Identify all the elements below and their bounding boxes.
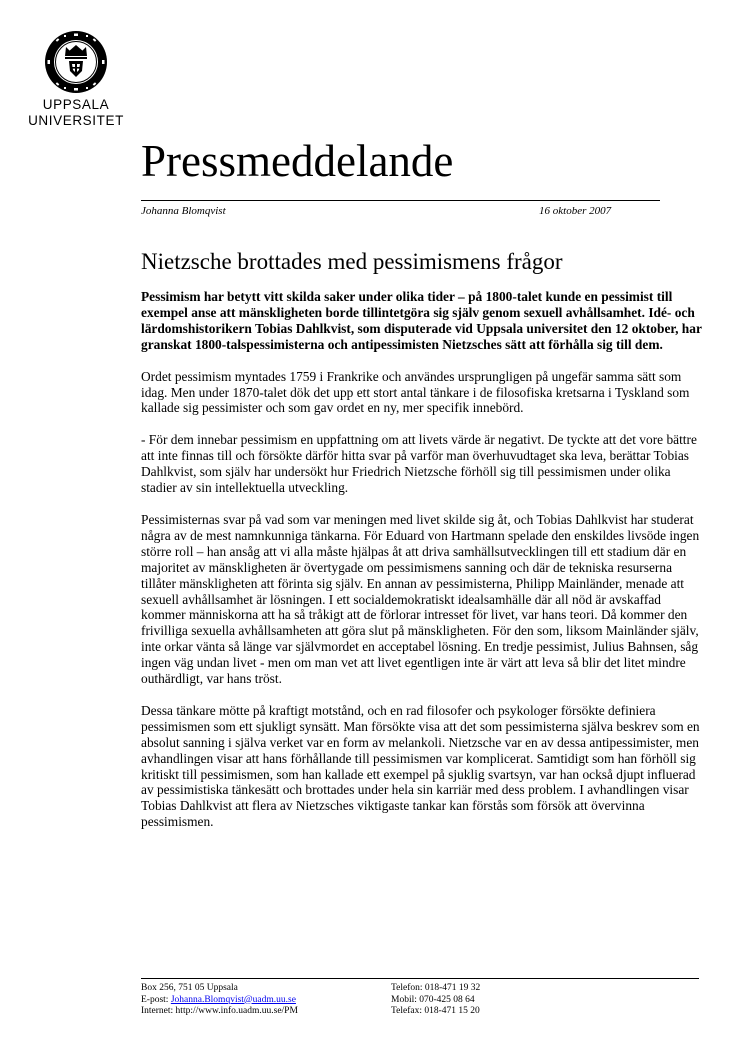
article-lead: Pessimism har betytt vitt skilda saker under olika tider – på 1800-talet kunde en pessimist till exempel anse att mänskligheten borde tillintetgöra sig själv genom sexuell avhållsamhet. Idé- och lärdomshistorikern Tobias Dahlkvist, som disputerade vid Uppsala universitet den 12 oktober, har granskat 1800-talspessimisterna och antipessimisten Nietzsches sätt att förhålla sig till dem.: [141, 289, 702, 352]
page-title: Pressmeddelande: [141, 136, 454, 186]
author-name: Johanna Blomqvist: [141, 205, 226, 217]
article-headline: Nietzsche brottades med pessimismens frågor: [141, 249, 563, 274]
header-divider: [141, 200, 660, 201]
article-paragraph-4: Dessa tänkare mötte på kraftigt motstånd, och en rad filosofer och psykologer försökte definiera pessimismen som ett sjukligt synsätt. Man försökte visa att det som pessimisterna själva beskrev som en absolut sanning i själva verket var en form av melankoli. Nietzsche var en av dessa antipessimister, men avhandlingen visar att hans förhållande till pessimismen var komplicerat. Samtidigt som han förhöll sig kritiskt till pessimismen, som han kallade ett exempel på sjuklig svartsyn, var han också djupt influerad av pessimistiska tänkesätt och brottades under hela sin karriär med dess problem. I avhandlingen visar Tobias Dahlkvist att flera av Nietzsches viktigaste tankar kan förstås som försök att övervinna pessimismen.: [141, 702, 700, 830]
footer-contact-left: [141, 983, 298, 1018]
university-seal-logo: [44, 30, 108, 94]
footer-email-row: [141, 995, 298, 1007]
footer-contact-right: [391, 983, 480, 1018]
footer-divider: [141, 978, 699, 979]
university-name-line2: UNIVERSITET: [28, 113, 124, 128]
university-name: [0, 97, 152, 129]
footer-fax: Telefax: 018-471 15 20: [391, 1006, 480, 1016]
footer-phone: Telefon: 018-471 19 32: [391, 983, 481, 993]
article-paragraph-2: - För dem innebar pessimism en uppfattning om att livets värde är negativt. De tyckte att det vore bättre att inte finnas till och försökte därför hitta svar på varför man överhuvudtaget ska leva, berättar Tobias Dahlkvist, som själv har undersökt hur Friedrich Nietzsche förhöll sig till pessimismen under olika stadier av sin intellektuella utveckling.: [141, 432, 697, 496]
footer-internet: Internet: http://www.info.uadm.uu.se/PM: [141, 1006, 298, 1016]
footer-email-label: E-post:: [141, 994, 171, 1005]
article-paragraph-3: Pessimisternas svar på vad som var meningen med livet skilde sig åt, och Tobias Dahlkvist har studerat några av de mest namnkunniga tänkarna. För Eduard von Hartmann spelade den enskildes livsöde ingen större roll – han ansåg att vi alla måste hjälpas åt att driva samhällsutvecklingen till ett stadium där en majoritet av mänskligheten är övertygade om pessimismens sanning och där de tekniska resurserna tillåter mänskligheten att förinta sig själv. En annan av pessimisterna, Philipp Mainländer, menade att sexuell avhållsamhet är lösningen. I ett socialdemokratiskt idealsamhälle där all nöd är avskaffad kommer människorna att ha så tråkigt att de förlorar intresset för livet, var hans teori. Då kommer den frivilliga sexuella avhållsamheten att göra slut på mänskligheten. För den som, liksom Mainländer själv, inte orkar vänta så länge var självmordet en acceptabel lösning. En tredje pessimist, Julius Bahnsen, såg ingen väg undan livet - men om man vet att livet egentligen inte är värt att leva så blir det litet mindre outhärdligt, var hans tröst.: [141, 511, 700, 687]
article-body: [141, 289, 707, 846]
footer-email-link[interactable]: Johanna.Blomqvist@uadm.uu.se: [170, 994, 296, 1005]
university-name-line1: UPPSALA: [42, 97, 110, 112]
publish-date: 16 oktober 2007: [539, 205, 612, 217]
footer-address: Box 256, 751 05 Uppsala: [141, 983, 238, 993]
article-paragraph-1: Ordet pessimism myntades 1759 i Frankrike och användes ursprungligen på ungefär samma sätt som idag. Men under 1870-talet dök det upp ett stort antal tänkare i de filosofiska kretsarna i Tyskland som kallade sig pessimister och som gav ordet en ny, mer specifik innebörd.: [141, 368, 690, 416]
footer-mobile: Mobil: 070-425 08 64: [391, 994, 475, 1005]
